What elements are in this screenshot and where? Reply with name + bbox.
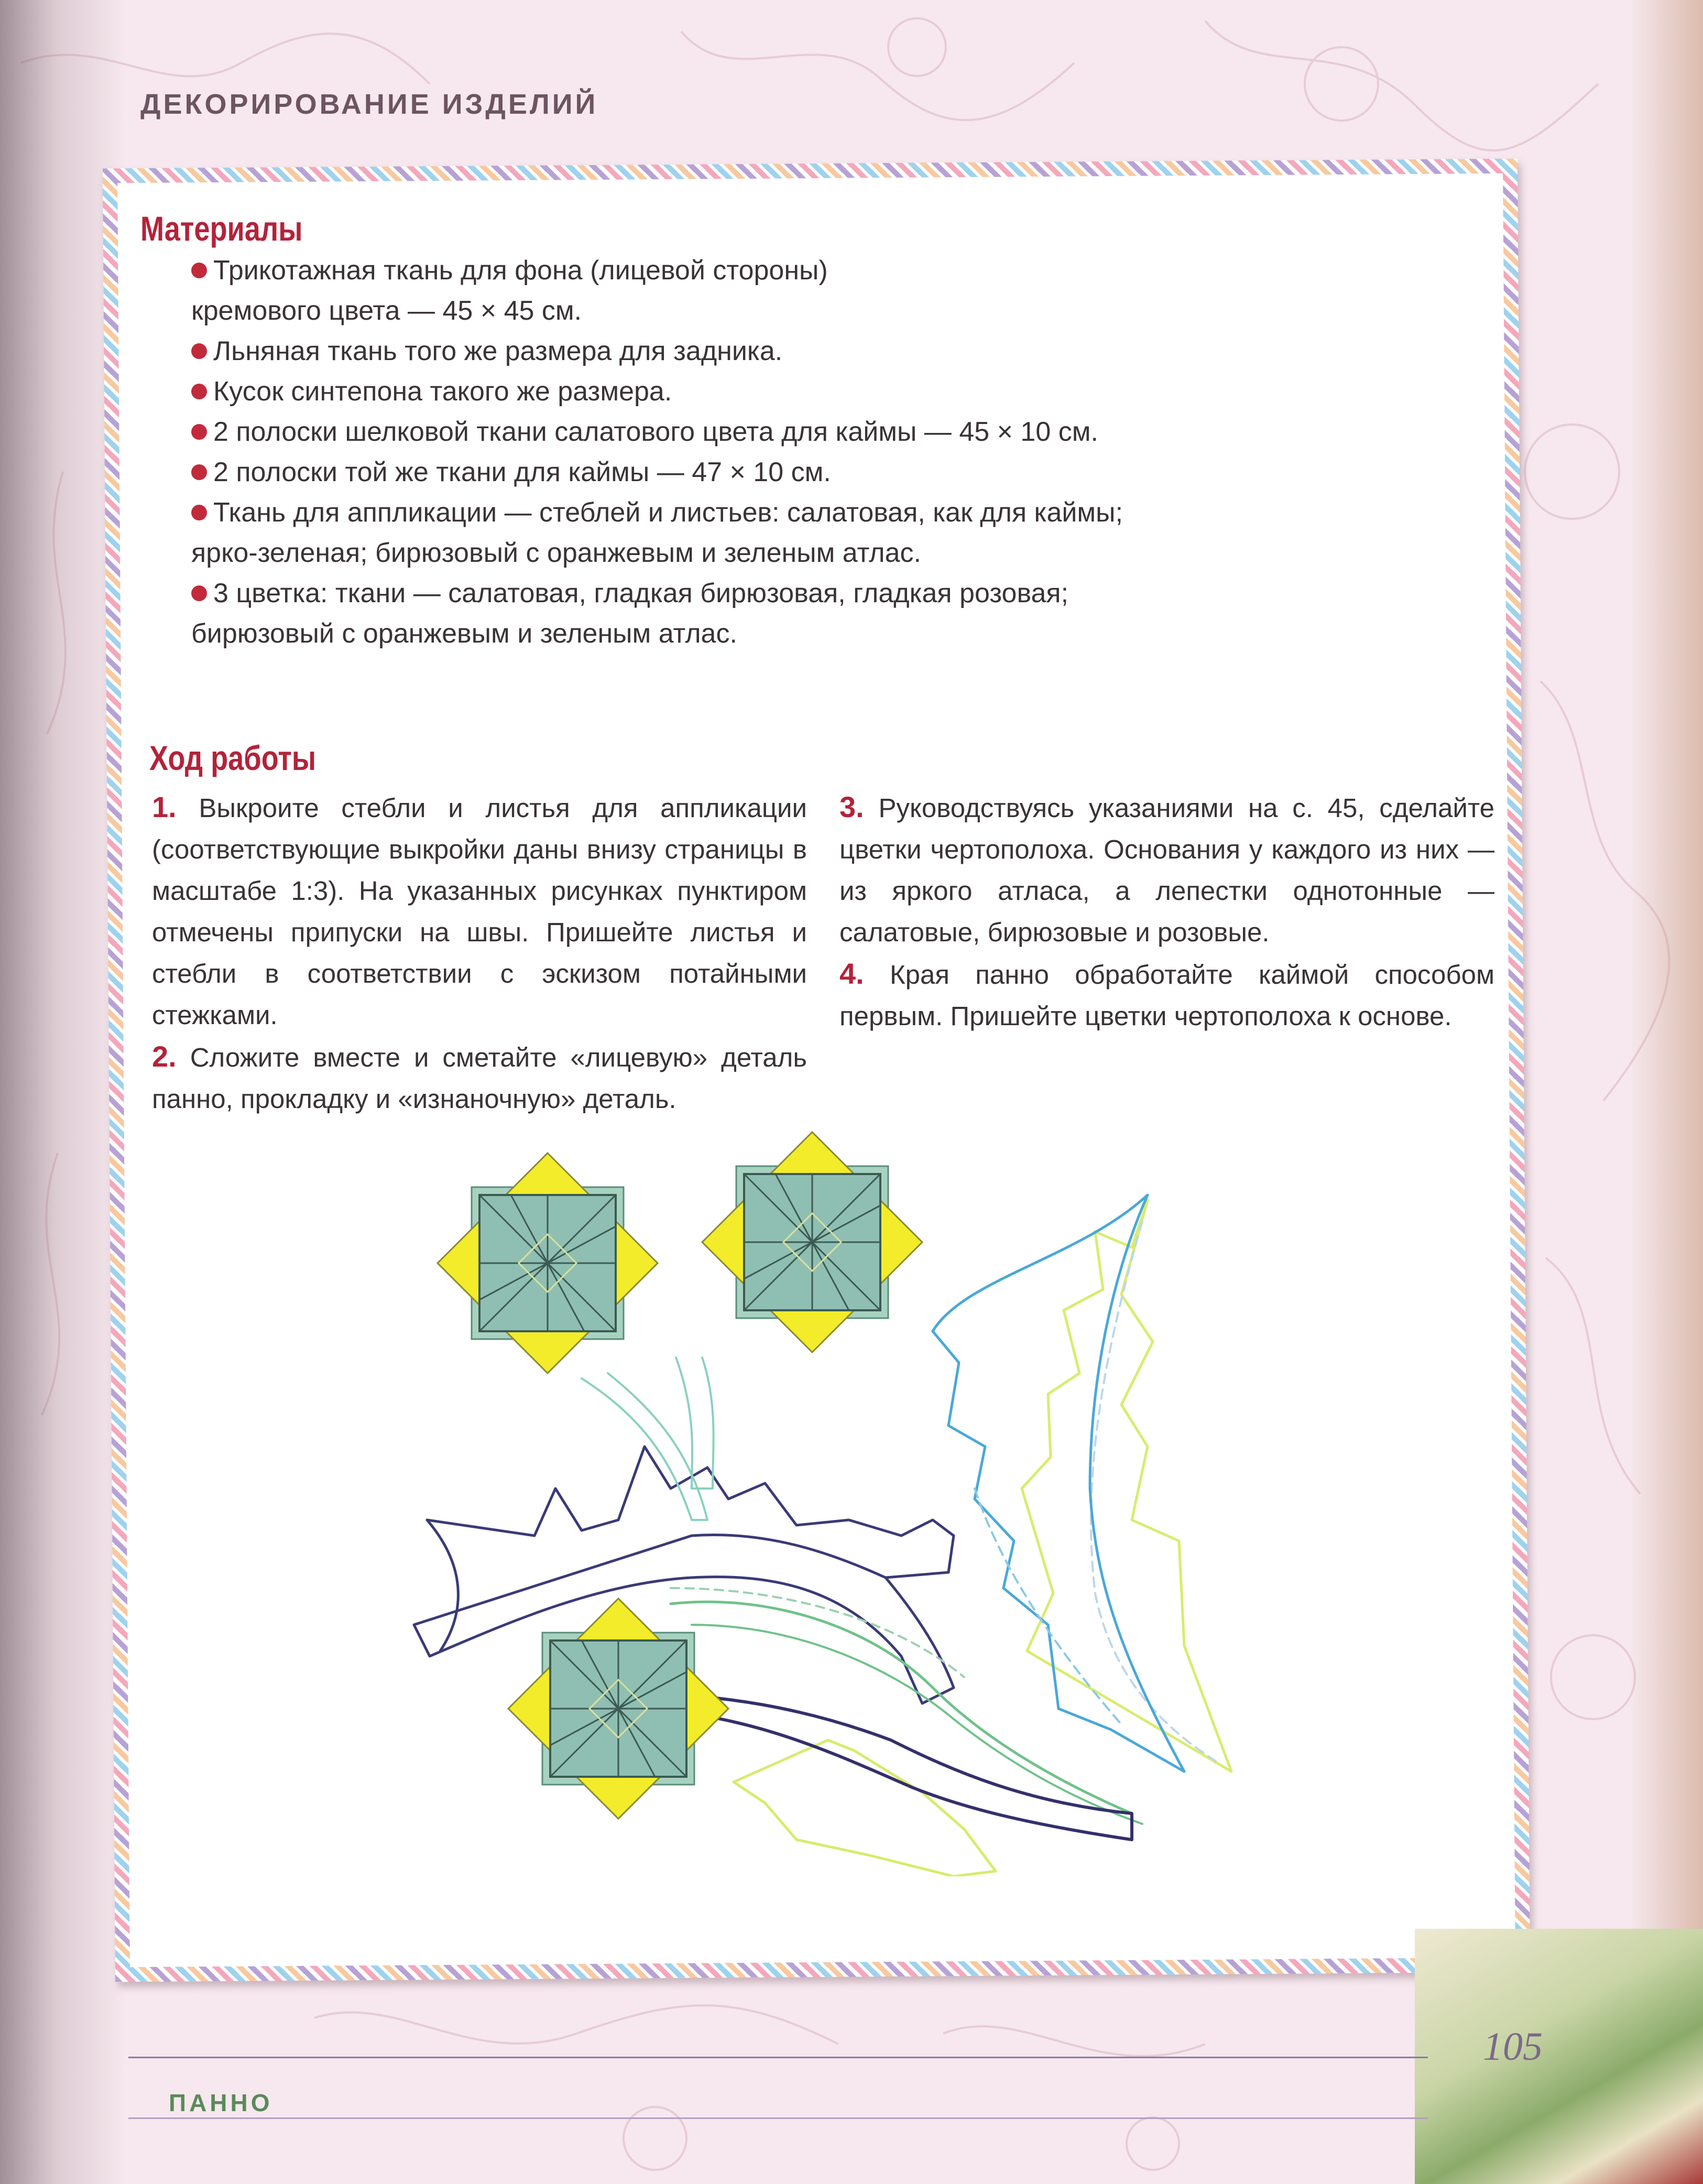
list-item: 2 полоски той же ткани для каймы — 47 × 10 см. — [191, 452, 1292, 493]
footer-rule-lower — [128, 2117, 1428, 2119]
steps-column-left — [152, 786, 807, 1120]
footer-rule — [128, 2057, 1428, 2058]
thistle-flower-2 — [702, 1132, 922, 1352]
page-edge — [1630, 0, 1703, 2184]
page-number: 105 — [1483, 2025, 1543, 2069]
stem-outline-green-2 — [692, 1625, 1142, 1824]
step-number: 1. — [152, 790, 177, 823]
list-item: Кусок синтепона такого же размера. — [191, 372, 1292, 412]
leaf-outline-blue — [933, 1195, 1184, 1772]
bullet-icon — [191, 585, 207, 601]
list-item: Трикотажная ткань для фона (лицевой стороны) кремового цвета — 45 × 45 см. — [191, 255, 828, 326]
bullet-icon — [191, 505, 207, 520]
step-number: 4. — [839, 957, 864, 990]
step-4: 4. Края панно обработайте каймой способом первым. Пришейте цветки чертополоха к основе. — [839, 957, 1495, 1031]
list-item: 2 полоски шелковой ткани салатового цвета для каймы — 45 × 10 см. — [191, 412, 1292, 452]
running-head: ДЕКОРИРОВАНИЕ ИЗДЕЛИЙ — [140, 89, 598, 120]
list-item: 3 цветка: ткани — салатовая, гладкая бирюзовая, гладкая розовая; бирюзовый с оранжевым и зеленым атлас. — [191, 578, 1069, 649]
thistle-flower-1 — [438, 1153, 658, 1373]
materials-list — [191, 251, 1292, 654]
bullet-icon — [191, 263, 207, 278]
bullet-icon — [191, 464, 207, 480]
step-number: 3. — [839, 790, 864, 823]
list-item: Льняная ткань того же размера для задника. — [191, 331, 1292, 372]
bullet-icon — [191, 343, 207, 359]
leaf-edge-navy — [427, 1447, 954, 1578]
leaf-outline-lime-bottom — [734, 1740, 996, 1876]
corner-decorative-photo — [1415, 1929, 1703, 2184]
work-title: Ход работы — [149, 738, 316, 777]
bullet-icon — [191, 424, 207, 440]
materials-title: Материалы — [140, 209, 303, 248]
thistle-applique-illustration — [398, 1122, 1247, 1876]
step-3: 3. Руководствуясь указаниями на с. 45, сделайте цветки чертополоха. Основания у каждого из них — из яркого атласа, а лепестки однотонные — салатовые, бирюзовые и розовые. — [839, 790, 1494, 947]
step-1: 1. Выкроите стебли и листья для аппликации (соответствующие выкройки даны внизу страницы в масштабе 1:3). На указанных рисунках пунктиром отмечены припуски на швы. Пришейте листья и стебли в соответствии с эскизом потайными стежками. — [152, 790, 807, 1030]
leaf-edge-navy-lower — [427, 1520, 458, 1651]
leaf-outline-lime — [1022, 1200, 1231, 1772]
running-foot: ПАННО — [169, 2089, 273, 2116]
list-item: Ткань для аппликации — стеблей и листьев: салатовая, как для каймы; ярко-зеленая; бирюзовый с оранжевым и зеленым атлас. — [191, 497, 1123, 568]
step-2: 2. Сложите вместе и сметайте «лицевую» деталь панно, прокладку и «изнаночную» деталь. — [152, 1040, 807, 1114]
step-number: 2. — [152, 1040, 177, 1073]
thistle-flower-3 — [508, 1599, 728, 1819]
bullet-icon — [191, 384, 207, 399]
steps-column-right — [839, 786, 1494, 1037]
